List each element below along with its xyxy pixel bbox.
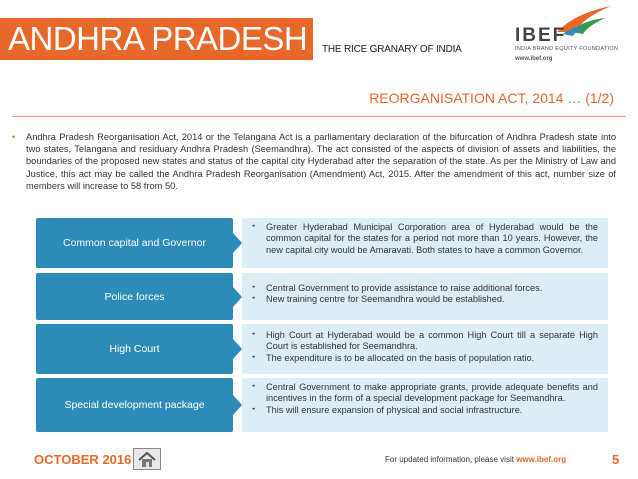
logo-tagline: INDIA BRAND EQUITY FOUNDATION — [515, 46, 619, 52]
footer-note-text: For updated information, please visit — [385, 455, 514, 464]
arrow-icon — [233, 233, 242, 253]
page-subtitle: THE RICE GRANARY OF INDIA — [322, 44, 462, 55]
arrow-icon — [233, 395, 242, 415]
ibef-logo[interactable] — [493, 2, 633, 68]
footer-note — [385, 455, 566, 464]
divider — [12, 116, 626, 117]
list-item: •• This will ensure expansion of physical and social infrastructure. — [256, 405, 598, 416]
row-label: High Court — [36, 324, 233, 374]
page-number: 5 — [612, 452, 620, 467]
row-body — [242, 218, 608, 268]
row-body — [242, 324, 608, 374]
arrow-icon — [233, 339, 242, 359]
home-button[interactable] — [133, 448, 161, 470]
home-icon — [137, 451, 157, 468]
row-label: Police forces — [36, 273, 233, 320]
footer-link[interactable]: www.ibef.org — [516, 455, 567, 464]
section-title: REORGANISATION ACT, 2014 … (1/2) — [369, 90, 614, 106]
row-label: Common capital and Governor — [36, 218, 233, 268]
list-item: •• Central Government to provide assistance to raise additional forces. — [256, 283, 598, 294]
list-item: •• Central Government to make appropriate grants, provide adequate benefits and incentives in the form of a special development package for Seemandhra. — [256, 382, 598, 405]
list-item: •• Greater Hyderabad Municipal Corporation area of Hyderabad would be the common capital for the states for a period not more than 10 years. However, the new capital city would be Amaravati. Both states to have a common Governor. — [256, 222, 598, 256]
arrow-icon — [233, 287, 242, 307]
row-body — [242, 378, 608, 432]
bullet-icon: • — [12, 132, 16, 142]
list-item: •• The expenditure is to be allocated on the basis of population ratio. — [256, 353, 598, 364]
list-item: •• New training centre for Seemandhra would be established. — [256, 294, 598, 305]
list-item: •• High Court at Hyderabad would be a common High Court till a separate High Court is established for Seemandhra. — [256, 330, 598, 353]
logo-name: IBEF — [515, 25, 567, 46]
page-title: ANDHRA PRADESH — [0, 18, 313, 60]
row-label: Special development package — [36, 378, 233, 432]
footer-date: OCTOBER 2016 — [34, 452, 132, 467]
logo-url: www.ibef.org — [515, 56, 553, 62]
row-body — [242, 273, 608, 320]
intro-paragraph: Andhra Pradesh Reorganisation Act, 2014 or the Telangana Act is a parliamentary declaration of the bifurcation of Andhra Pradesh state into two states, Telangana and residuary Andhra Pradesh (Seemandhra). The act consisted of the aspects of division of assets and liabilities, the boundaries of the proposed new states and status of the capital city Hyderabad after the separation of the state. As per the Ministry of Law and Justice, this act may be called the Andhra Pradesh Reorganisation (Amendment) Act, 2015. After the amendment of this act, number size of members will increase to 58 from 50. — [26, 132, 616, 191]
